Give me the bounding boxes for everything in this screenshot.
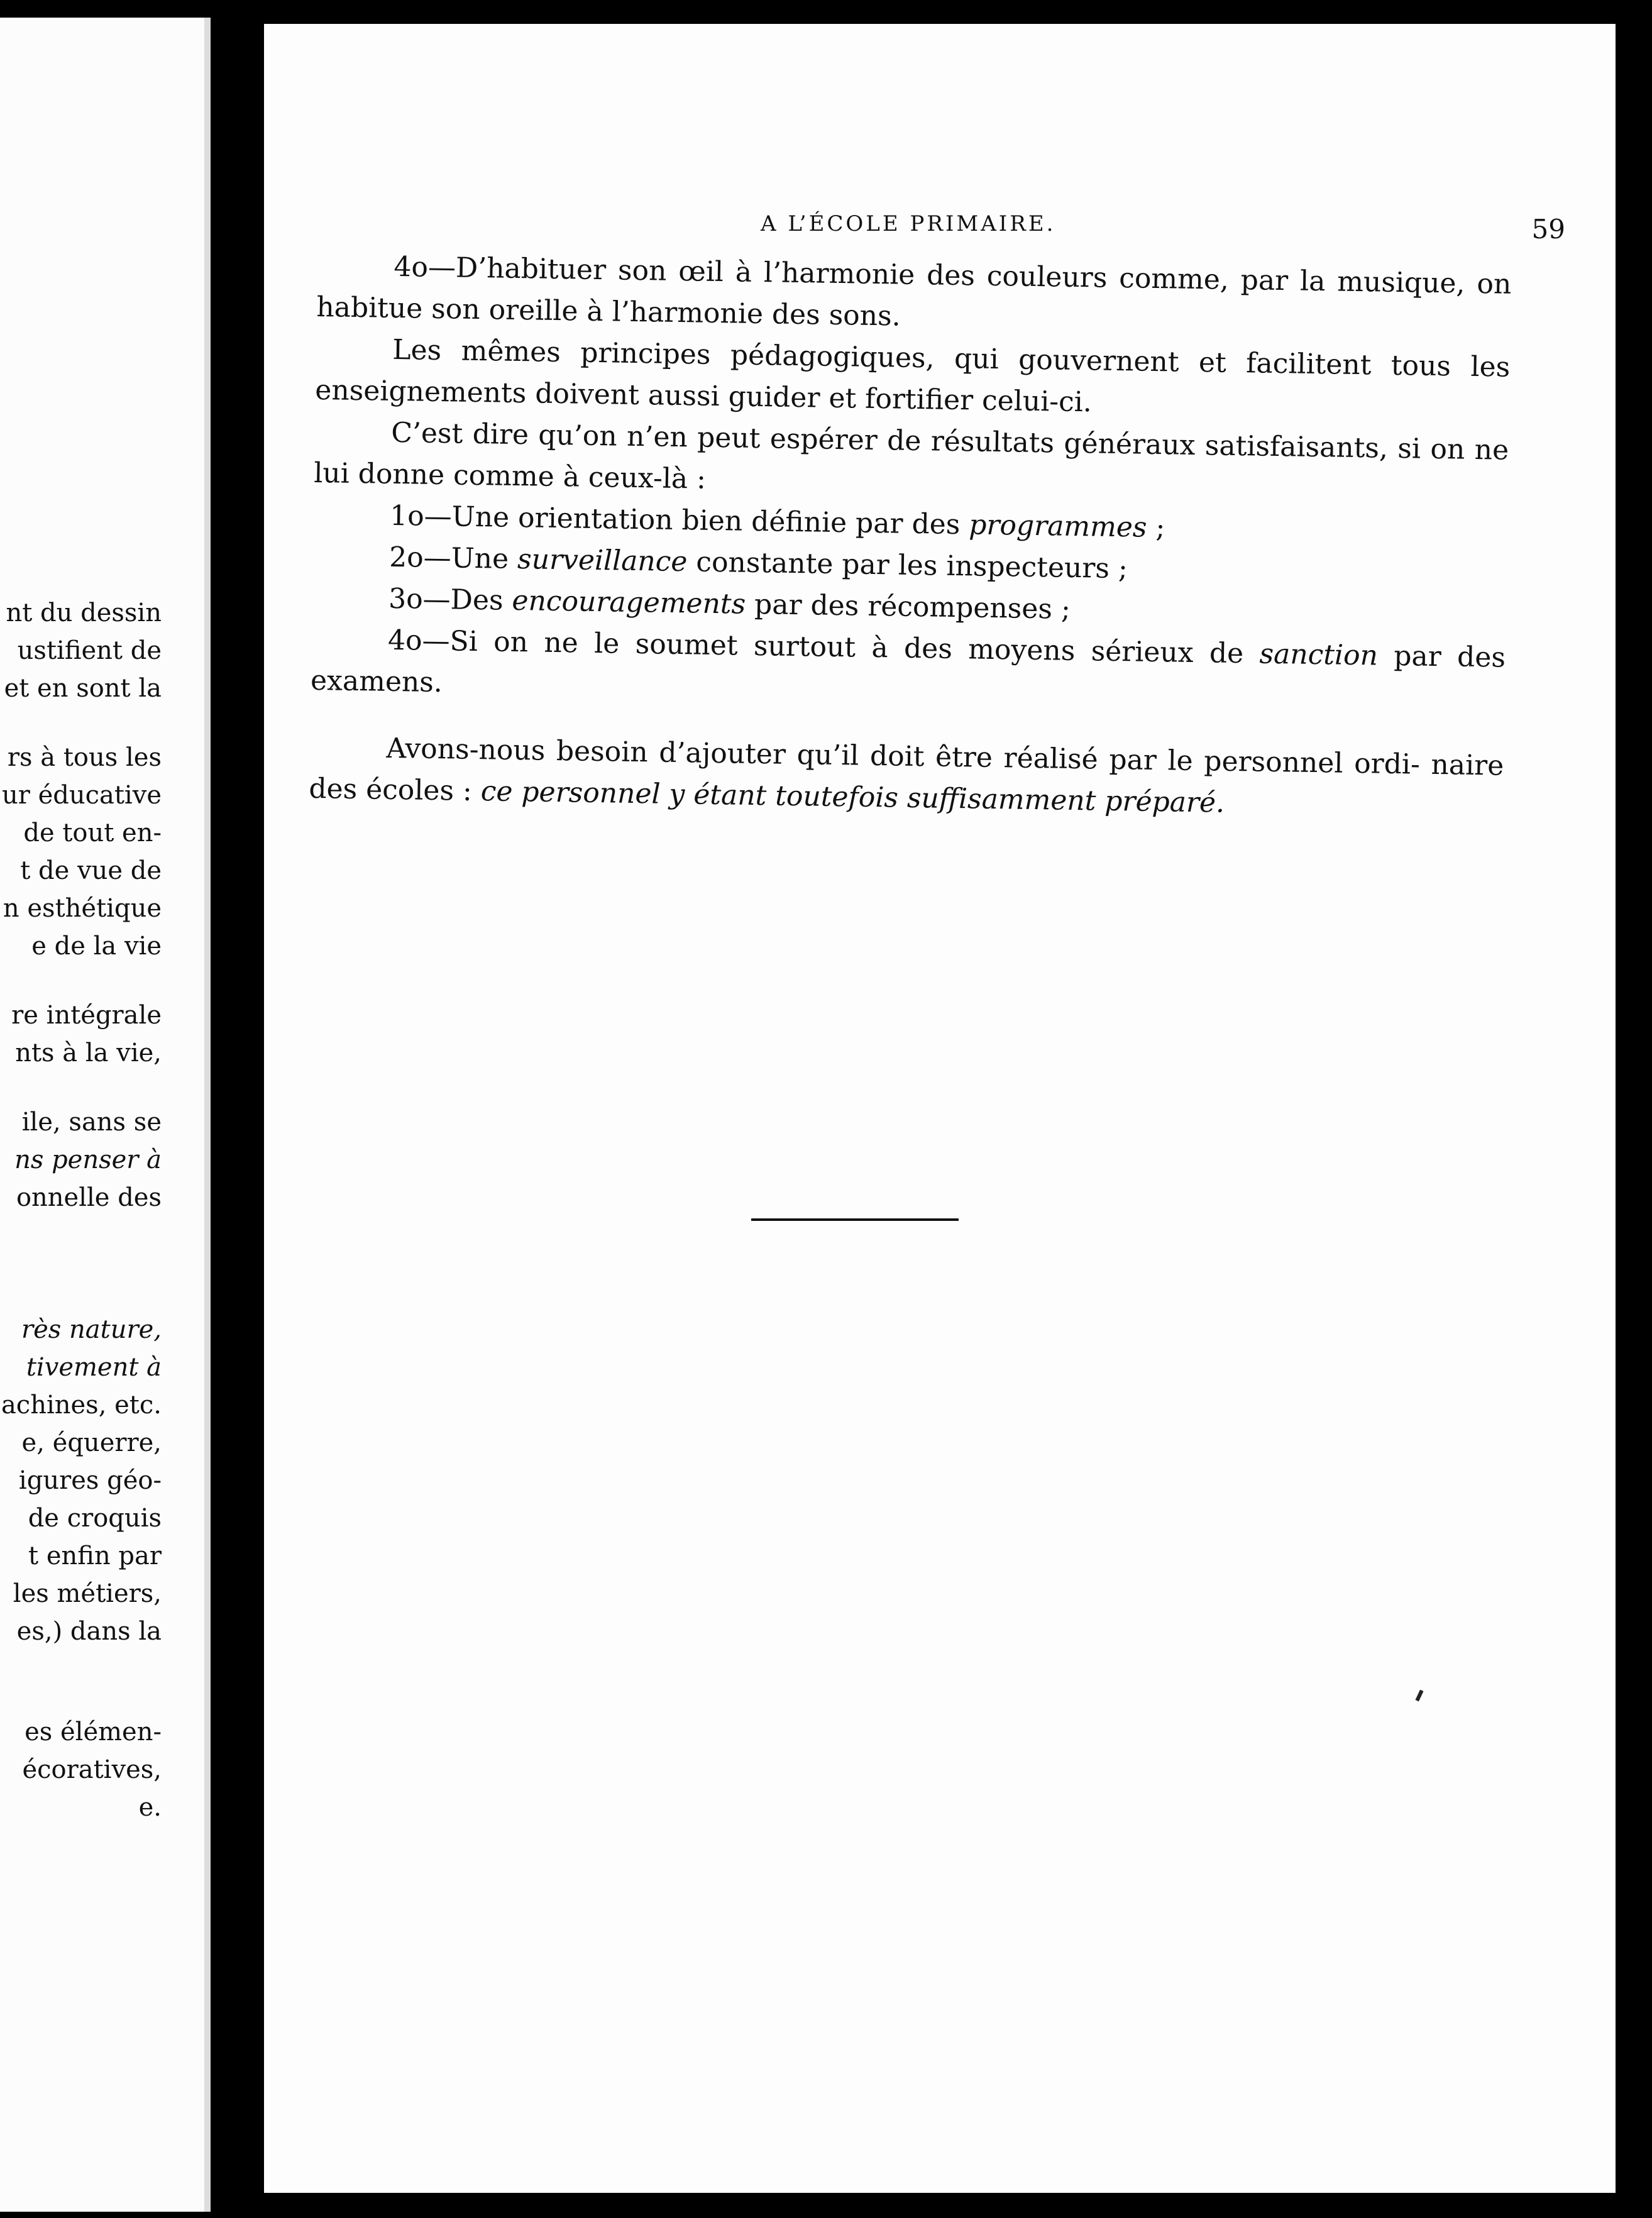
- facing-page-line: ns penser à: [14, 1145, 162, 1174]
- text-line: C’est dire qu’on n’en peut espérer de résultats généraux satisfaisants, si on: [390, 416, 1465, 466]
- text-line: 4o—D’habituer son œil à l’harmonie des couleurs comme, par la musique, on: [394, 250, 1512, 301]
- list-text: examens.: [310, 664, 443, 699]
- facing-page-line: ur éducative: [1, 781, 162, 810]
- emphasis: ce personnel y étant toutefois suffisamment préparé.: [480, 775, 1225, 819]
- facing-page-line: igures géo-: [18, 1466, 162, 1495]
- facing-page-line: e, équerre,: [21, 1428, 162, 1457]
- list-text: ;: [1147, 511, 1165, 544]
- text-line: Les mêmes principes pédagogiques, qui gouvernent et facilitent tous les: [392, 333, 1511, 383]
- text-line: ne lui donne comme à ceux-là :: [313, 433, 1509, 495]
- facing-page-line: re intégrale: [11, 1001, 162, 1030]
- facing-page-line: et en sont la: [4, 674, 162, 703]
- list-text: 4o—Si on ne le soumet surtout à des moyens sérieux de: [387, 624, 1260, 670]
- facing-page-line: tivement à: [26, 1353, 162, 1382]
- facing-page-line: nt du dessin: [6, 599, 162, 627]
- text-line: Avons-nous besoin d’ajouter qu’il doit être réalisé par le personnel ordi-: [386, 732, 1421, 781]
- page-header: [264, 206, 1616, 244]
- text-line: enseignements doivent aussi guider et fortifier celui-ci.: [314, 373, 1093, 419]
- facing-page-line: rès nature,: [21, 1315, 162, 1344]
- emphasis: surveillance: [517, 543, 688, 578]
- list-text: 2o—Une: [388, 541, 518, 576]
- list-text: par des: [1377, 639, 1506, 674]
- facing-page-line: nts à la vie,: [15, 1039, 162, 1068]
- facing-page-line: onnelle des: [16, 1183, 162, 1212]
- emphasis: programmes: [968, 509, 1147, 544]
- facing-page-line: e de la vie: [31, 932, 162, 961]
- facing-page-line: e.: [138, 1793, 162, 1822]
- ink-speck: [1415, 1690, 1423, 1702]
- emphasis: encouragements: [512, 584, 746, 621]
- list-text: 1o—Une orientation bien définie par des: [389, 499, 969, 541]
- facing-page-line: ile, sans se: [21, 1108, 162, 1137]
- facing-page-line: ustifient de: [17, 636, 162, 665]
- facing-page-fragment: [0, 18, 204, 2212]
- text-line: habitue son oreille à l’harmonie des sons.: [316, 290, 901, 333]
- list-text: constante par les inspecteurs ;: [687, 546, 1128, 585]
- facing-page-line: les métiers,: [13, 1579, 162, 1608]
- facing-page-line: de tout en-: [23, 819, 162, 847]
- body-text: [309, 245, 1512, 829]
- facing-page-line: rs à tous les: [7, 743, 162, 772]
- running-head: A L’ÉCOLE PRIMAIRE.: [761, 211, 1056, 236]
- facing-page-line: es élémen-: [25, 1718, 162, 1746]
- facing-page-line: es,) dans la: [16, 1617, 162, 1646]
- page-gutter: [204, 18, 211, 2212]
- list-text: 3o—Des: [388, 582, 512, 617]
- text-line: naire des écoles :: [309, 748, 1504, 808]
- facing-page-line: écoratives,: [22, 1755, 162, 1784]
- list-text: par des récompenses ;: [745, 588, 1071, 626]
- facing-page-line: t enfin par: [28, 1542, 162, 1570]
- facing-page-line: achines, etc.: [1, 1391, 162, 1420]
- end-rule: [751, 1218, 959, 1221]
- facing-page-line: de croquis: [28, 1504, 162, 1533]
- facing-page-line: t de vue de: [20, 856, 162, 885]
- emphasis: sanction: [1259, 637, 1379, 672]
- paragraph-conclusion: [309, 727, 1504, 829]
- page-number: 59: [1531, 214, 1565, 245]
- facing-page-line: n esthétique: [3, 894, 162, 923]
- book-page: [264, 24, 1616, 2193]
